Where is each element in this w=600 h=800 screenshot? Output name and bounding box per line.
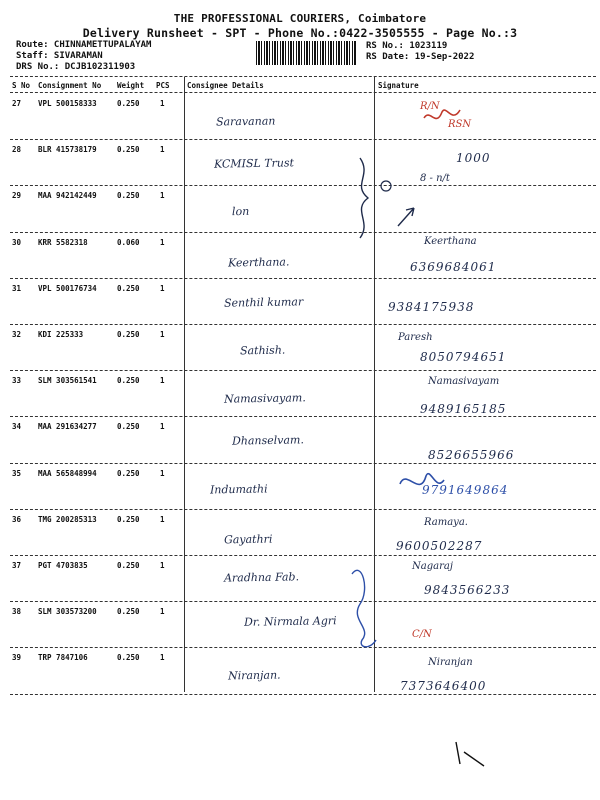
row-consignee-name: Gayathri bbox=[223, 532, 273, 547]
row-weight: 0.250 bbox=[117, 191, 140, 201]
row-signature: Keerthana bbox=[424, 235, 477, 247]
col-header-signature: Signature bbox=[378, 81, 419, 90]
row-sno: 36 bbox=[12, 514, 22, 524]
row-sno: 35 bbox=[12, 468, 22, 478]
circle-mark bbox=[381, 181, 391, 191]
row-weight: 0.250 bbox=[117, 653, 140, 663]
row-separator bbox=[10, 509, 596, 510]
row-signature: Nagaraj bbox=[412, 561, 453, 572]
row-pcs: 1 bbox=[160, 191, 165, 201]
row-consignment-no: SLM 303573200 bbox=[38, 607, 97, 617]
row-pcs: 1 bbox=[160, 422, 165, 432]
row-separator bbox=[10, 139, 596, 140]
row-consignment-no: KRR 5582318 bbox=[38, 237, 88, 247]
row-signature: Namasivayam bbox=[428, 376, 500, 388]
row-consignment-no: VPL 500176734 bbox=[38, 283, 97, 293]
row-signature-note: 8 - n/t bbox=[420, 173, 450, 185]
staff-label: Staff: SIVARAMAN bbox=[16, 51, 103, 61]
row-separator bbox=[10, 185, 596, 186]
col-header-sno: S No bbox=[12, 81, 31, 90]
row-weight: 0.250 bbox=[117, 422, 140, 432]
drs-number: DRS No.: DCJB102311903 bbox=[16, 62, 136, 72]
header-top-rule bbox=[10, 76, 596, 77]
row-consignee-name: lon bbox=[231, 205, 250, 219]
row-signature: 9384175938 bbox=[388, 299, 475, 314]
row-signature-note: 7373646400 bbox=[400, 679, 487, 694]
row-weight: 0.250 bbox=[117, 376, 140, 386]
row-pcs: 1 bbox=[160, 145, 165, 155]
row-pcs: 1 bbox=[160, 376, 165, 386]
consignee-column-divider bbox=[184, 77, 185, 692]
row-consignment-no: MAA 942142449 bbox=[38, 191, 97, 201]
row-pcs: 1 bbox=[160, 561, 165, 570]
row-signature: Ramaya. bbox=[424, 516, 468, 528]
col-header-consignment: Consignment No bbox=[38, 81, 102, 90]
row-weight: 0.250 bbox=[117, 561, 140, 570]
arrow-stroke bbox=[398, 208, 414, 226]
row-separator bbox=[10, 601, 596, 602]
row-signature-note: 9600502287 bbox=[396, 538, 483, 553]
row-separator bbox=[10, 647, 596, 648]
row-consignment-no: KDI 225333 bbox=[38, 330, 84, 339]
row-sno: 29 bbox=[12, 191, 22, 201]
route-label: Route: CHINNAMETTUPALAYAM bbox=[16, 40, 152, 50]
row-consignee-name: Namasivayam. bbox=[223, 391, 306, 406]
row-pcs: 1 bbox=[160, 237, 165, 247]
barcode bbox=[256, 41, 356, 65]
header-bottom-rule bbox=[10, 92, 596, 93]
row-sno: 33 bbox=[12, 376, 22, 386]
row-separator bbox=[10, 416, 596, 417]
row-consignment-no: SLM 303561541 bbox=[38, 376, 97, 386]
row-sno: 27 bbox=[12, 99, 22, 108]
row-consignee-name: Indumathi bbox=[209, 482, 268, 497]
row-consignee-name: Keerthana. bbox=[227, 255, 290, 270]
row-pcs: 1 bbox=[160, 283, 165, 293]
row-sno: 39 bbox=[12, 653, 22, 663]
row-signature-note: 9489165185 bbox=[420, 402, 507, 417]
row-consignment-no: MAA 565848994 bbox=[38, 468, 97, 478]
brace-stroke bbox=[360, 158, 368, 238]
col-header-pcs: PCS bbox=[156, 81, 170, 90]
row-sno: 34 bbox=[12, 422, 22, 432]
row-consignment-no: VPL 500158333 bbox=[38, 99, 97, 108]
row-weight: 0.250 bbox=[117, 330, 140, 339]
row-signature: 9791649864 bbox=[422, 482, 509, 497]
row-separator bbox=[10, 324, 596, 325]
row-signature: 8526655966 bbox=[428, 448, 515, 463]
row-signature: Niranjan bbox=[428, 657, 473, 669]
row-weight: 0.250 bbox=[117, 283, 140, 293]
row-sno: 32 bbox=[12, 330, 22, 339]
row-signature-note: 9843566233 bbox=[424, 583, 511, 597]
row-pcs: 1 bbox=[160, 330, 165, 339]
row-consignment-no: BLR 415738179 bbox=[38, 145, 97, 155]
rs-number: RS No.: 1023119 bbox=[366, 41, 448, 51]
row-pcs: 1 bbox=[160, 607, 165, 617]
row-signature: Paresh bbox=[398, 332, 433, 343]
bottom-tick-stroke bbox=[456, 742, 484, 766]
row-weight: 0.250 bbox=[117, 607, 140, 617]
row-weight: 0.250 bbox=[117, 468, 140, 478]
row-signature: R/N bbox=[420, 101, 440, 112]
col-header-weight: Weight bbox=[117, 81, 145, 90]
rs-date: RS Date: 19-Sep-2022 bbox=[366, 52, 475, 62]
row-sno: 30 bbox=[12, 237, 22, 247]
row-sno: 37 bbox=[12, 561, 22, 570]
row-consignment-no: TRP 7847106 bbox=[38, 653, 88, 663]
row-sno: 38 bbox=[12, 607, 22, 617]
row-consignee-name: Dhanselvam. bbox=[231, 433, 305, 449]
row-signature-note: 6369684061 bbox=[410, 259, 497, 274]
row-pcs: 1 bbox=[160, 468, 165, 478]
col-header-consignee: Consignee Details bbox=[187, 81, 264, 90]
row-signature-note: RSN bbox=[448, 119, 472, 130]
row-consignment-no: TMG 200285313 bbox=[38, 514, 97, 524]
row-consignee-name: Niranjan. bbox=[227, 668, 281, 683]
row-consignee-name: Dr. Nirmala Agri bbox=[243, 614, 337, 629]
row-separator bbox=[10, 232, 596, 233]
row-weight: 0.250 bbox=[117, 99, 140, 108]
scribble-stroke bbox=[352, 570, 376, 646]
company-title: THE PROFESSIONAL COURIERS, Coimbatore bbox=[173, 12, 427, 25]
row-signature: 1000 bbox=[456, 151, 491, 166]
row-weight: 0.250 bbox=[117, 145, 140, 155]
row-consignee-name: Senthil kumar bbox=[223, 295, 304, 310]
row-signature-note: 8050794651 bbox=[420, 350, 507, 364]
row-pcs: 1 bbox=[160, 514, 165, 524]
row-sno: 31 bbox=[12, 283, 22, 293]
row-separator bbox=[10, 463, 596, 464]
row-sno: 28 bbox=[12, 145, 22, 155]
row-consignee-name: Sathish. bbox=[239, 343, 286, 358]
row-consignee-name: Aradhna Fab. bbox=[223, 570, 300, 585]
row-consignee-name: Saravanan bbox=[215, 114, 276, 129]
row-separator bbox=[10, 555, 596, 556]
runsheet-title: Delivery Runsheet - SPT - Phone No.:0422-3505555 - Page No.:3 bbox=[82, 26, 518, 40]
row-consignment-no: MAA 291634277 bbox=[38, 422, 97, 432]
signature-column-divider bbox=[374, 77, 375, 692]
row-separator bbox=[10, 694, 596, 695]
row-pcs: 1 bbox=[160, 653, 165, 663]
row-consignee-name: KCMISL Trust bbox=[213, 156, 295, 171]
row-consignment-no: PGT 4703835 bbox=[38, 561, 88, 570]
row-separator bbox=[10, 278, 596, 279]
row-separator bbox=[10, 370, 596, 371]
row-weight: 0.250 bbox=[117, 514, 140, 524]
row-signature: C/N bbox=[412, 629, 432, 641]
row-weight: 0.060 bbox=[117, 237, 140, 247]
row-pcs: 1 bbox=[160, 99, 165, 108]
